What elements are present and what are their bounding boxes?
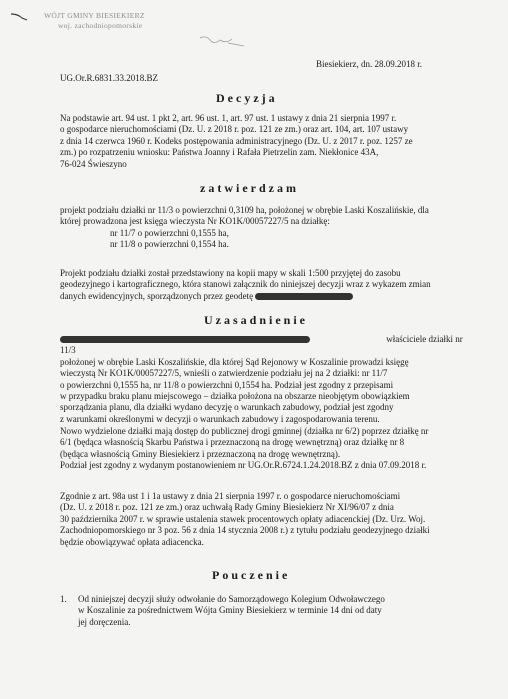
- project-paragraph: [60, 205, 468, 251]
- project-item: nr 11/7 o powierzchni 0,1555 ha,: [110, 227, 229, 238]
- instruction-line: jej doręczenia.: [78, 616, 131, 627]
- fee-line: będzie obowiązywać opłata adiacencka.: [60, 536, 204, 547]
- fee-line: (Dz. U. z 2018 r. poz. 121 ze zm.) oraz uchwałą Rady Gminy Biesiekierz Nr XI/96/07 z dnia: [60, 502, 394, 513]
- title-justification: Uzasadnienie: [204, 313, 309, 327]
- justification-line: położonej w obrębie Laski Koszalińskie, dla której Sąd Rejonowy w Koszalinie prowadzi księgę: [60, 356, 409, 367]
- justification-line: sporządzania planu, dla działki wydano decyzję o warunkach zabudowy, podział jest zgodny: [60, 402, 394, 413]
- title-instruction: Pouczenie: [212, 568, 291, 582]
- instruction-line: w Koszalinie za pośrednictwem Wójta Gminy Biesiekierz w terminie 14 dni od daty: [78, 605, 382, 616]
- intro-line: o gospodarce nieruchomościami (Dz. U. z 2018 r. poz. 121 ze zm.) oraz art. 104, art. 107 ustawy: [60, 124, 409, 135]
- intro-line: zm.) po rozpatrzeniu wniosku: Państwa Joanny i Rafała Pietrzelin zam. Niekłonice 43A,: [60, 147, 379, 158]
- fee-line: Zachodniopomorskiego nr 3 poz. 56 z dnia 14 stycznia 2008 r.) z tytułu podziału geodezyjnego działki: [60, 525, 430, 536]
- justification-line: o powierzchni 0,1555 ha, nr 11/8 o powierzchni 0,1554 ha. Podział jest zgodny z przepisami: [60, 379, 394, 390]
- instruction-number: 1.: [60, 594, 67, 604]
- project-line: projekt podziału działki nr 11/3 o powierzchni 0,3109 ha, położonej w obrębie Laski Koszalińskie, dla: [60, 205, 429, 215]
- signature-scribble-icon: [198, 34, 246, 48]
- stamp-line-1: WÓJT GMINY BIESIEKIERZ: [44, 11, 145, 20]
- intro-line: z dnia 14 czerwca 1960 r. Kodeks postępowania administracyjnego (Dz. U. z 2017 r. poz. 1257 ze: [60, 135, 413, 146]
- justification-paragraph: [60, 334, 472, 425]
- title-decision: Decyzja: [216, 91, 278, 105]
- project-item: nr 11/8 o powierzchni 0,1554 ha.: [110, 239, 229, 250]
- justification-line: [60, 334, 472, 357]
- map-paragraph: [60, 268, 472, 302]
- access-paragraph: [60, 426, 472, 472]
- instruction-paragraph: [78, 594, 472, 628]
- fee-line: Zgodnie z art. 98a ust 1 i 1a ustawy z dnia 21 sierpnia 1997 r. o gospodarce nieruchomościami: [60, 491, 401, 501]
- justification-line-text: właściciele działki nr 11/3: [60, 334, 463, 356]
- intro-line: 76-024 Świeszyno: [60, 158, 127, 169]
- map-line: Projekt podziału działki został przedstawiony na kopii mapy w skali 1:500 przyjętej do zasobu: [60, 268, 401, 278]
- map-line: geodezyjnego i kartograficznego, która stanowi załącznik do niniejszej decyzji wraz z wykazem zmian: [60, 279, 431, 290]
- access-line: 6/1 (będąca własnością Skarbu Państwa i przeznaczoną na drogę wewnętrzną) oraz działkę nr 8: [60, 437, 405, 448]
- map-line-text: danych ewidencyjnych, sporządzonych przez geodetę: [60, 290, 254, 301]
- intro-paragraph: [60, 113, 464, 170]
- access-line: Podział jest zgodny z wydanym postanowieniem nr UG.Or.R.6724.1.24.2018.BZ z dnia 07.09.2018 r.: [60, 460, 427, 471]
- justification-line: wieczystą Nr KO1K/00057227/5, wnieśli o zatwierdzenie podziału jej na 2 działki: nr 11/7: [60, 368, 388, 379]
- handwritten-mark-icon: [10, 12, 28, 21]
- instruction-line: Od niniejszej decyzji służy odwołanie do Samorządowego Kolegium Odwoławczego: [78, 594, 385, 604]
- fee-paragraph: [60, 491, 472, 548]
- case-number: UG.Or.R.6831.33.2018.BZ: [60, 73, 159, 83]
- access-line: (będąca własnością Gminy Biesiekierz i przeznaczoną na drogę wewnętrzną).: [60, 448, 341, 459]
- office-stamp: [44, 11, 145, 30]
- redaction-bar: [60, 336, 310, 343]
- place-date: Biesiekierz, dn. 28.09.2018 r.: [316, 59, 422, 69]
- map-line: [60, 291, 472, 302]
- intro-line: Na podstawie art. 94 ust. 1 pkt 2, art. 96 ust. 1, art. 97 ust. 1 ustawy z dnia 21 sierpnia 1997 r.: [60, 113, 397, 123]
- access-line: Nowo wydzielone działki mają dostęp do publicznej drogi gminnej (działka nr 6/2) poprzez działkę nr: [60, 426, 429, 436]
- redaction-bar: [255, 293, 353, 300]
- fee-line: 30 października 2007 r. w sprawie ustalenia stawek procentowych opłaty adiacenckiej (Dz. Urz. Woj.: [60, 513, 426, 524]
- title-approve: zatwierdzam: [200, 181, 299, 195]
- justification-line: w przypadku braku planu miejscowego – działka położona na obszarze nieobjętym obowiązkiem: [60, 391, 410, 402]
- project-line: której prowadzona jest księga wieczysta Nr KO1K/00057227/5 na działkę:: [60, 216, 330, 227]
- justification-line: z warunkami określonymi w decyzji o warunkach zabudowy i zagospodarowania terenu.: [60, 413, 380, 424]
- stamp-line-2: woj. zachodniopomorskie: [58, 20, 143, 30]
